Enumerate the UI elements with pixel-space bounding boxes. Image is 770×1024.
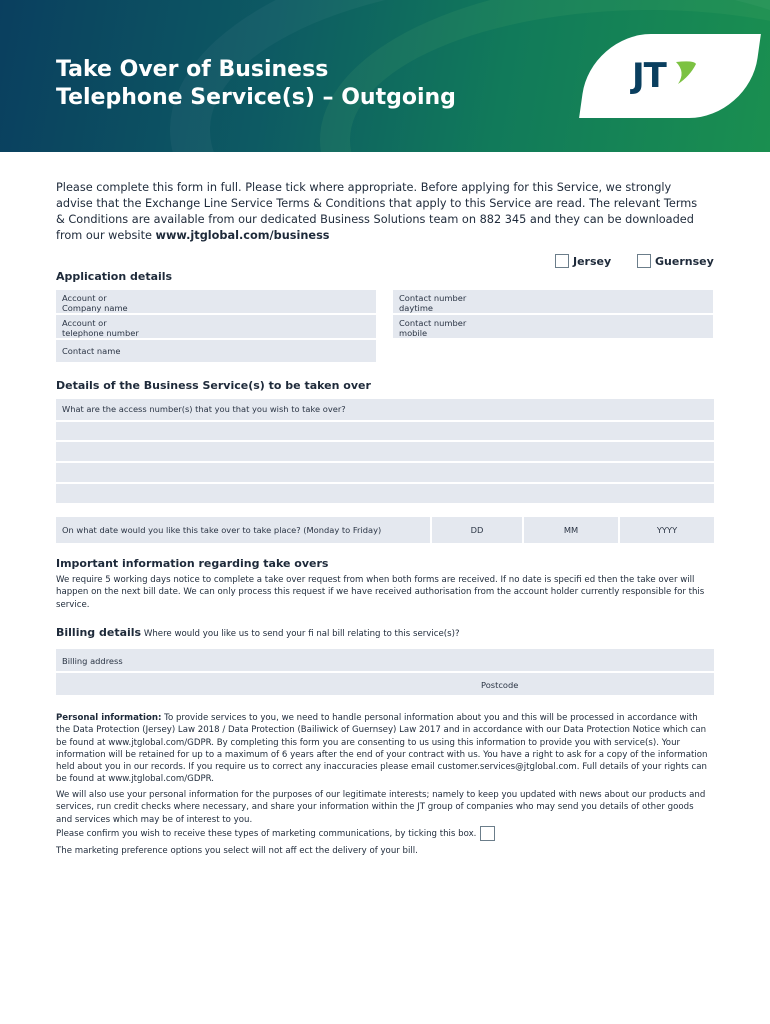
postcode-field[interactable] <box>56 673 714 695</box>
billing-heading: Billing details <box>56 626 142 639</box>
marketing-checkbox[interactable] <box>480 826 495 841</box>
field-label: Billing address <box>62 656 123 666</box>
field-label: mobile <box>399 328 428 338</box>
access-number-row[interactable] <box>56 422 714 440</box>
access-number-row[interactable] <box>56 442 714 461</box>
field-label: Postcode <box>481 680 519 690</box>
date-month-field[interactable] <box>524 517 618 543</box>
personal-info-paragraph <box>56 712 711 786</box>
guernsey-option[interactable] <box>637 254 714 268</box>
field-label: daytime <box>399 303 434 313</box>
field-label: What are the access number(s) that you that you wish to take over? <box>62 404 346 414</box>
page-title <box>56 56 456 112</box>
field-label: YYYY <box>656 525 678 535</box>
takeover-date-question <box>56 517 430 543</box>
intro-text: Please complete this form in full. Please tick where appropriate. Before applying for this Service, we strongly advise that the Exchange Line Service Terms & Conditions that apply to this Service are read. The relevant Terms & Conditions are available from our dedicated Business Solutions team on 882 345 and they can be downloaded from our website <box>56 181 698 242</box>
marketing-confirm-row <box>56 826 499 841</box>
field-label: Contact name <box>62 346 121 356</box>
account-phone-field[interactable] <box>56 315 376 338</box>
date-day-field[interactable] <box>432 517 522 543</box>
title-line-2: Telephone Service(s) – Outgoing <box>56 85 456 110</box>
jersey-option[interactable] <box>555 254 611 268</box>
marketing-note: The marketing preference options you select will not aff ect the delivery of your bill. <box>56 846 418 856</box>
jersey-label: Jersey <box>573 254 612 268</box>
important-info-text: We require 5 working days notice to complete a take over request from when both forms are received. If no date is specifi ed then the take over will happen on the next bill date. We can only process this request if we have received authorisation from the account holder currently responsible for this service. <box>56 575 705 610</box>
application-details-heading: Application details <box>56 270 173 283</box>
intro-paragraph <box>56 180 706 244</box>
personal-info-label: Personal information: <box>56 713 162 723</box>
date-year-field[interactable] <box>620 517 714 543</box>
legitimate-interests-text: We will also use your personal information for the purposes of our legitimate interests; namely to keep you updated with news about our products and services, run credit checks where necessary, and share your information within the JT group of companies who may send you details of other goods and services which may be of interest to you. <box>56 790 706 825</box>
contact-name-field[interactable] <box>56 340 376 362</box>
access-number-row[interactable] <box>56 463 714 482</box>
billing-address-field[interactable] <box>56 649 714 671</box>
personal-info-text: To provide services to you, we need to handle personal information about you and this will be processed in accordance with the Data Protection (Jersey) Law 2018 / Data Protection (Bailiwick of Guernsey) Law 2017 and in accordance with our Data Protection Notice which can be found at www.jtglobal.com/GDPR. By completing this form you are consenting to us using this information to provide you with service(s). Your information will be retained for up to a maximum of 6 years after the end of your contract with us. You have a right to ask for a copy of the information held about you in our records. If you require us to correct any inaccuracies please email customer.services@jtglobal.com. Full details of your rights can be found at www.jtglobal.com/GDPR. <box>56 713 708 785</box>
contact-mobile-field[interactable] <box>393 315 713 338</box>
field-label: Account or <box>62 293 107 303</box>
field-label: Company name <box>62 303 128 313</box>
website-link[interactable]: www.jtglobal.com/business <box>155 229 330 242</box>
service-details-heading: Details of the Business Service(s) to be taken over <box>56 379 371 392</box>
jt-logo: JT <box>632 56 666 96</box>
field-label: telephone number <box>62 328 139 338</box>
important-info-heading: Important information regarding take overs <box>56 557 329 570</box>
title-line-1: Take Over of Business <box>56 57 329 82</box>
access-number-row[interactable] <box>56 484 714 503</box>
billing-question: Where would you like us to send your fi nal bill relating to this service(s)? <box>143 629 460 639</box>
field-label: On what date would you like this take over to take place? (Monday to Friday) <box>62 525 382 535</box>
guernsey-label: Guernsey <box>655 254 714 268</box>
leaf-icon <box>672 58 698 88</box>
field-label: Contact number <box>399 293 467 303</box>
field-label: Account or <box>62 318 107 328</box>
contact-daytime-field[interactable] <box>393 290 713 313</box>
access-numbers-field[interactable] <box>56 399 714 420</box>
account-company-field[interactable] <box>56 290 376 313</box>
field-label: MM <box>563 525 579 535</box>
jersey-checkbox[interactable] <box>555 254 569 268</box>
billing-heading-row <box>56 626 711 639</box>
guernsey-checkbox[interactable] <box>637 254 651 268</box>
field-label: DD <box>470 525 484 535</box>
marketing-confirm-text: Please confirm you wish to receive these types of marketing communications, by ticking this box. <box>56 828 477 839</box>
field-label: Contact number <box>399 318 467 328</box>
